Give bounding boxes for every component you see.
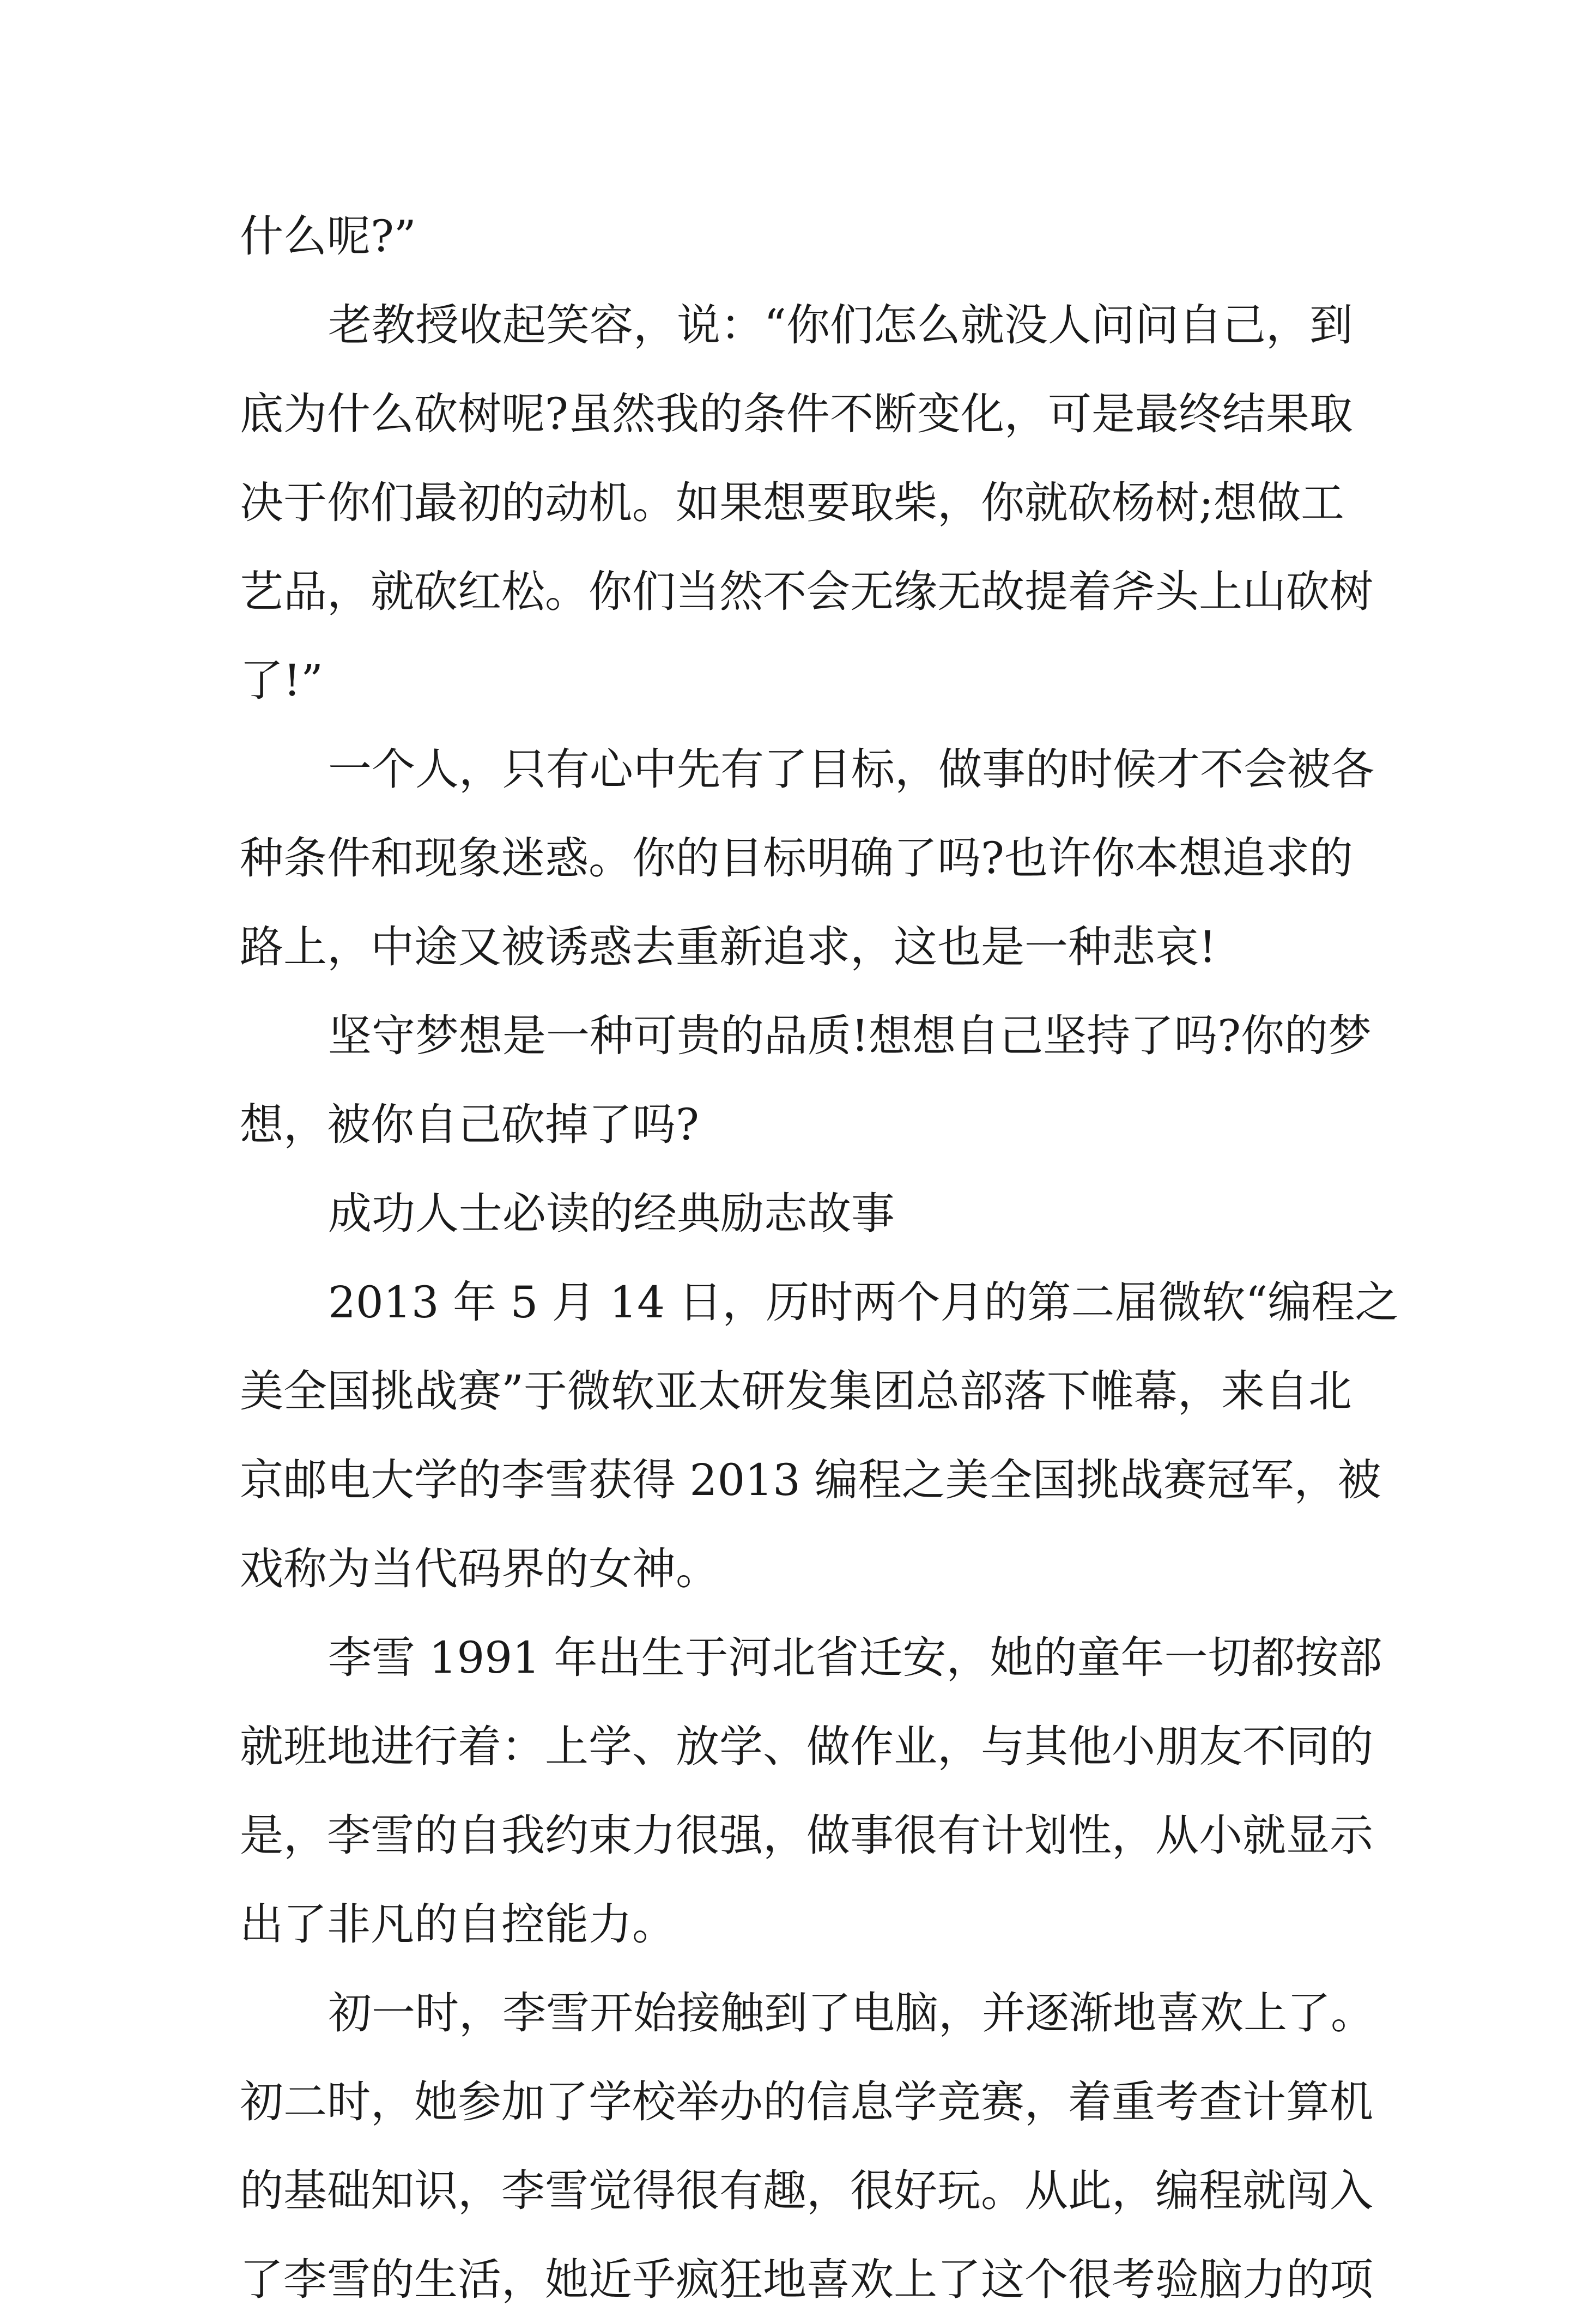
document-body (240, 192, 1399, 2324)
paragraph-first-line: 初一时，李雪开始接触到了电脑，并逐渐地喜欢上了。 (328, 1988, 1374, 2038)
text-line: 底为什么砍树呢?虽然我的条件不断变化，可是最终结果取 (240, 389, 1353, 439)
text-line: 美全国挑战赛”于微软亚太研发集团总部落下帷幕，来自北 (240, 1366, 1352, 1417)
paragraph-first-line: 一个人，只有心中先有了目标，做事的时候才不会被各 (328, 744, 1374, 795)
text-line: 就班地进行着：上学、放学、做作业，与其他小朋友不同的 (240, 1721, 1373, 1772)
text-line: 出了非凡的自控能力。 (240, 1899, 676, 1950)
text-line: 路上，中途又被诱惑去重新追求，这也是一种悲哀! (240, 922, 1217, 972)
text-line: 了!” (240, 655, 324, 706)
paragraph-first-line: 坚守梦想是一种可贵的品质!想想自己坚持了吗?你的梦 (328, 1010, 1372, 1061)
text-line: 想，被你自己砍掉了吗? (240, 1099, 699, 1150)
text-line: 什么呢?” (240, 211, 416, 262)
text-line: 了李雪的生活，她近乎疯狂地喜欢上了这个很考验脑力的项 (240, 2254, 1373, 2305)
text-line: 戏称为当代码界的女神。 (240, 1544, 719, 1594)
paragraph-first-line: 2013 年 5 月 14 日，历时两个月的第二届微软“编程之 (328, 1277, 1399, 1328)
section-heading: 成功人士必读的经典励志故事 (328, 1188, 895, 1239)
text-line: 初二时，她参加了学校举办的信息学竞赛，着重考查计算机 (240, 2077, 1373, 2127)
text-line: 种条件和现象迷惑。你的目标明确了吗?也许你本想追求的 (240, 833, 1353, 883)
paragraph-first-line: 老教授收起笑容，说：“你们怎么就没人问问自己，到 (328, 300, 1353, 350)
text-line: 决于你们最初的动机。如果想要取柴，你就砍杨树;想做工 (240, 477, 1344, 528)
text-line: 艺品，就砍红松。你们当然不会无缘无故提着斧头上山砍树 (240, 566, 1373, 617)
text-line: 是，李雪的自我约束力很强，做事很有计划性，从小就显示 (240, 1810, 1373, 1861)
text-line: 的基础知识，李雪觉得很有趣，很好玩。从此，编程就闯入 (240, 2165, 1373, 2216)
text-line: 京邮电大学的李雪获得 2013 编程之美全国挑战赛冠军，被 (240, 1455, 1381, 1505)
paragraph-first-line: 李雪 1991 年出生于河北省迁安，她的童年一切都按部 (328, 1632, 1382, 1683)
